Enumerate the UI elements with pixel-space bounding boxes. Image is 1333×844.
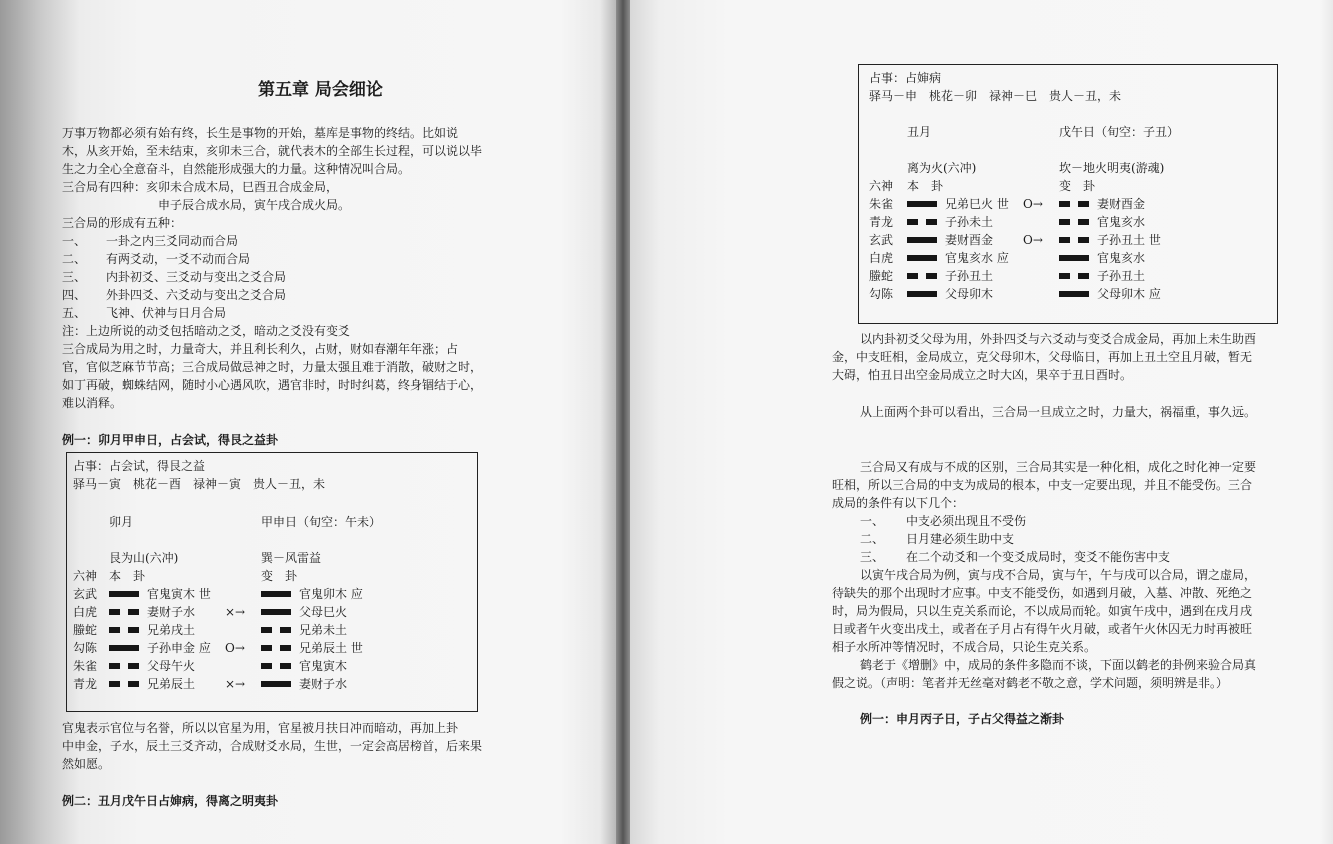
analysis-line: 中申金，子水，辰土三爻齐动，合成财爻水局，生世，一定会高居榜首，后来果 (62, 739, 483, 753)
line-label: 子孙申金 应 (147, 641, 211, 655)
use-line: 难以消释。 (62, 396, 123, 410)
col-main: 本 卦 (109, 569, 146, 583)
yin-line (1059, 219, 1089, 225)
six-god: 玄武 (73, 587, 98, 601)
condition-num: 二、 (860, 532, 885, 546)
intro-line: 木，从亥开始，至未结束，亥卯未三合，就代表木的全部生长过程，可以说以毕 (62, 144, 483, 158)
day: 甲申日（旬空：午未） (261, 515, 382, 529)
main-hexagram-name: 离为火(六冲) (907, 161, 977, 175)
formation-text: 飞神、伏神与日月合局 (106, 306, 227, 320)
yang-line (907, 291, 937, 297)
yin-line (907, 219, 937, 225)
use-line: 官，官似芝麻节节高；三合成局做忌神之时，力量太强且难于消散，破财之时， (62, 360, 483, 374)
change-label: 官鬼寅木 (299, 659, 348, 673)
line-label: 子孙未土 (945, 215, 994, 229)
paragraph-line: 相子水所冲等情况时，不成合局，只论生克关系。 (832, 640, 1097, 654)
yang-line (109, 645, 139, 651)
change-label: 兄弟未土 (299, 623, 348, 637)
yin-line (1059, 273, 1089, 279)
six-god: 青龙 (73, 677, 98, 691)
line-label: 父母午火 (147, 659, 196, 673)
example1-title: 例一：卯月甲申日，占会试，得艮之益卦 (62, 433, 279, 447)
formation-num: 一、 (62, 234, 87, 248)
line-label: 妻财子水 (147, 605, 196, 619)
change-label: 官鬼卯木 应 (299, 587, 363, 601)
formation-text: 一卦之内三爻同动而合局 (106, 234, 239, 248)
condition-text: 日月建必须生助中支 (906, 532, 1015, 546)
yin-line (261, 627, 291, 633)
change-label: 子孙丑土 (1097, 269, 1146, 283)
use-line: 如丁再破，蜘蛛结网，随时小心遇风吹，遇官非时，时时纠葛，终身锢结于心， (62, 378, 483, 392)
col-change: 变 卦 (1059, 179, 1096, 193)
book-gutter (616, 0, 630, 844)
hexagram-box-2 (858, 64, 1278, 324)
change-label: 官鬼亥水 (1097, 251, 1146, 265)
line-label: 兄弟巳火 世 (945, 197, 1009, 211)
change-hexagram-name: 坎－地火明夷(游魂) (1059, 161, 1165, 175)
line-label: 子孙丑土 (945, 269, 994, 283)
example-title: 例一：申月丙子日，子占父得益之渐卦 (860, 712, 1065, 726)
yin-line (109, 681, 139, 687)
analysis-line: 然如愿。 (62, 757, 111, 771)
main-hexagram-name: 艮为山(六冲) (109, 551, 179, 565)
formation-num: 二、 (62, 252, 87, 266)
condition-num: 一、 (860, 514, 885, 528)
yin-line (261, 663, 291, 669)
line-label: 兄弟辰土 (147, 677, 196, 691)
topic: 占事：占会试，得艮之益 (73, 459, 206, 473)
paragraph-line: 以寅午戌合局为例，寅与戌不合局，寅与午，午与戌可以合局，谓之虚局， (860, 568, 1257, 582)
line-label: 官鬼亥水 应 (945, 251, 1009, 265)
four-types-line: 三合局有四种：亥卯未合成木局，巳酉丑合成金局， (62, 180, 339, 194)
yin-line (109, 627, 139, 633)
six-god: 青龙 (869, 215, 894, 229)
six-god: 朱雀 (869, 197, 894, 211)
formation-num: 五、 (62, 306, 87, 320)
yang-line (261, 591, 291, 597)
paragraph-line: 假之说。（声明：笔者并无丝毫对鹤老不敬之意，学术问题，须明辨是非。） (832, 676, 1229, 690)
analysis-line: 金，中支旺相，金局成立，克父母卯木，父母临日，再加上丑土空且月破，暂无 (832, 350, 1253, 364)
moving-mark: O→ (1023, 197, 1043, 211)
condition-num: 三、 (860, 550, 885, 564)
formation-text: 外卦四爻、六爻动与变出之爻合局 (106, 288, 287, 302)
change-label: 官鬼亥水 (1097, 215, 1146, 229)
yang-line (1059, 255, 1089, 261)
yang-line (261, 609, 291, 615)
paragraph-line: 旺相，所以三合局的中支为成局的根本，中支一定要出现，并且不能受伤。三合 (832, 478, 1253, 492)
paragraph-line: 成局的条件有以下几个： (832, 496, 965, 510)
six-god: 白虎 (73, 605, 98, 619)
yang-line (907, 201, 937, 207)
six-god: 勾陈 (73, 641, 98, 655)
spirit-stars: 驿马－寅 桃花－酉 禄神－寅 贵人－丑，未 (73, 477, 326, 491)
condition-text: 在二个动爻和一个变爻成局时，变爻不能伤害中支 (906, 550, 1171, 564)
summary: 从上面两个卦可以看出，三合局一旦成立之时，力量大，祸福重，事久远。 (860, 405, 1257, 419)
spirit-stars: 驿马－申 桃花－卯 禄神－巳 贵人－丑，未 (869, 89, 1122, 103)
four-types-line: 申子辰合成水局，寅午戌合成火局。 (158, 198, 351, 212)
formation-text: 有两爻动，一爻不动而合局 (106, 252, 251, 266)
line-label: 官鬼寅木 世 (147, 587, 211, 601)
condition-text: 中支必须出现且不受伤 (906, 514, 1027, 528)
chapter-title: 第五章 局会细论 (258, 80, 383, 100)
topic: 占事：占婶病 (869, 71, 942, 85)
yang-line (109, 591, 139, 597)
moving-mark: O→ (1023, 233, 1043, 247)
intro-line: 生之力全心全意奋斗，自然能形成强大的力量。这种情况叫合局。 (62, 162, 411, 176)
analysis-line: 官鬼表示官位与名誉，所以以官星为用，官星被月扶日冲而暗动，再加上卦 (62, 721, 459, 735)
month: 卯月 (109, 515, 134, 529)
six-god: 螣蛇 (73, 623, 98, 637)
line-label: 兄弟戌土 (147, 623, 196, 637)
yang-line (261, 681, 291, 687)
formation-title: 三合局的形成有五种： (62, 216, 183, 230)
six-god: 白虎 (869, 251, 894, 265)
moving-mark: ×→ (225, 605, 246, 619)
six-god: 玄武 (869, 233, 894, 247)
yin-line (109, 663, 139, 669)
yang-line (1059, 291, 1089, 297)
col-six-gods: 六神 (869, 179, 894, 193)
formation-num: 三、 (62, 270, 87, 284)
moving-mark: O→ (225, 641, 245, 655)
paragraph-line: 三合局又有成与不成的区别，三合局其实是一种化相，成化之时化神一定要 (860, 460, 1257, 474)
yang-line (907, 237, 937, 243)
change-hexagram-name: 巽－风雷益 (261, 551, 322, 565)
use-line: 三合成局为用之时，力量奇大，并且利长利久，占财，财如春潮年年涨；占 (62, 342, 459, 356)
col-main: 本 卦 (907, 179, 944, 193)
yin-line (1059, 237, 1089, 243)
change-label: 妻财子水 (299, 677, 348, 691)
formation-text: 内卦初爻、三爻动与变出之爻合局 (106, 270, 287, 284)
change-label: 妻财酉金 (1097, 197, 1146, 211)
change-label: 父母卯木 应 (1097, 287, 1161, 301)
formation-num: 四、 (62, 288, 87, 302)
yin-line (907, 273, 937, 279)
intro-line: 万事万物都必须有始有终，长生是事物的开始，墓库是事物的终结。比如说 (62, 126, 459, 140)
analysis-line: 以内卦初爻父母为用，外卦四爻与六爻动与变爻合成金局，再加上未生助酉 (860, 332, 1257, 346)
paragraph-line: 待缺失的那个出现时才应事。中支不能受伤，如遇到月破，入墓、冲散、死绝之 (832, 586, 1253, 600)
yin-line (261, 645, 291, 651)
six-god: 螣蛇 (869, 269, 894, 283)
yin-line (109, 609, 139, 615)
col-change: 变 卦 (261, 569, 298, 583)
change-label: 兄弟辰土 世 (299, 641, 363, 655)
right-page (630, 0, 1333, 844)
yin-line (1059, 201, 1089, 207)
month: 丑月 (907, 125, 932, 139)
six-god: 勾陈 (869, 287, 894, 301)
analysis-line: 大碍，怕丑日出空金局成立之时大凶，果卒于丑日酉时。 (832, 368, 1133, 382)
example2-title: 例二：丑月戊午日占婶病，得离之明夷卦 (62, 794, 279, 808)
paragraph-line: 鹤老于《增删》中，成局的条件多隐而不谈，下面以鹤老的卦例来验合局真 (860, 658, 1257, 672)
left-page (0, 0, 616, 844)
yang-line (907, 255, 937, 261)
moving-mark: ×→ (225, 677, 246, 691)
paragraph-line: 时，局为假局，只以生克关系而论，不以成局而轮。如寅午戌中，遇到在戌月戌 (832, 604, 1253, 618)
hexagram-box-1 (66, 452, 478, 712)
line-label: 父母卯木 (945, 287, 994, 301)
col-six-gods: 六神 (73, 569, 98, 583)
day: 戊午日（旬空：子丑） (1059, 125, 1180, 139)
paragraph-line: 日或者午火变出戌土，或者在子月占有得午火月破，或者午火休囚无力时再被旺 (832, 622, 1253, 636)
change-label: 父母巳火 (299, 605, 348, 619)
six-god: 朱雀 (73, 659, 98, 673)
line-label: 妻财酉金 (945, 233, 994, 247)
note: 注：上边所说的动爻包括暗动之爻，暗动之爻没有变爻 (62, 324, 351, 338)
change-label: 子孙丑土 世 (1097, 233, 1161, 247)
